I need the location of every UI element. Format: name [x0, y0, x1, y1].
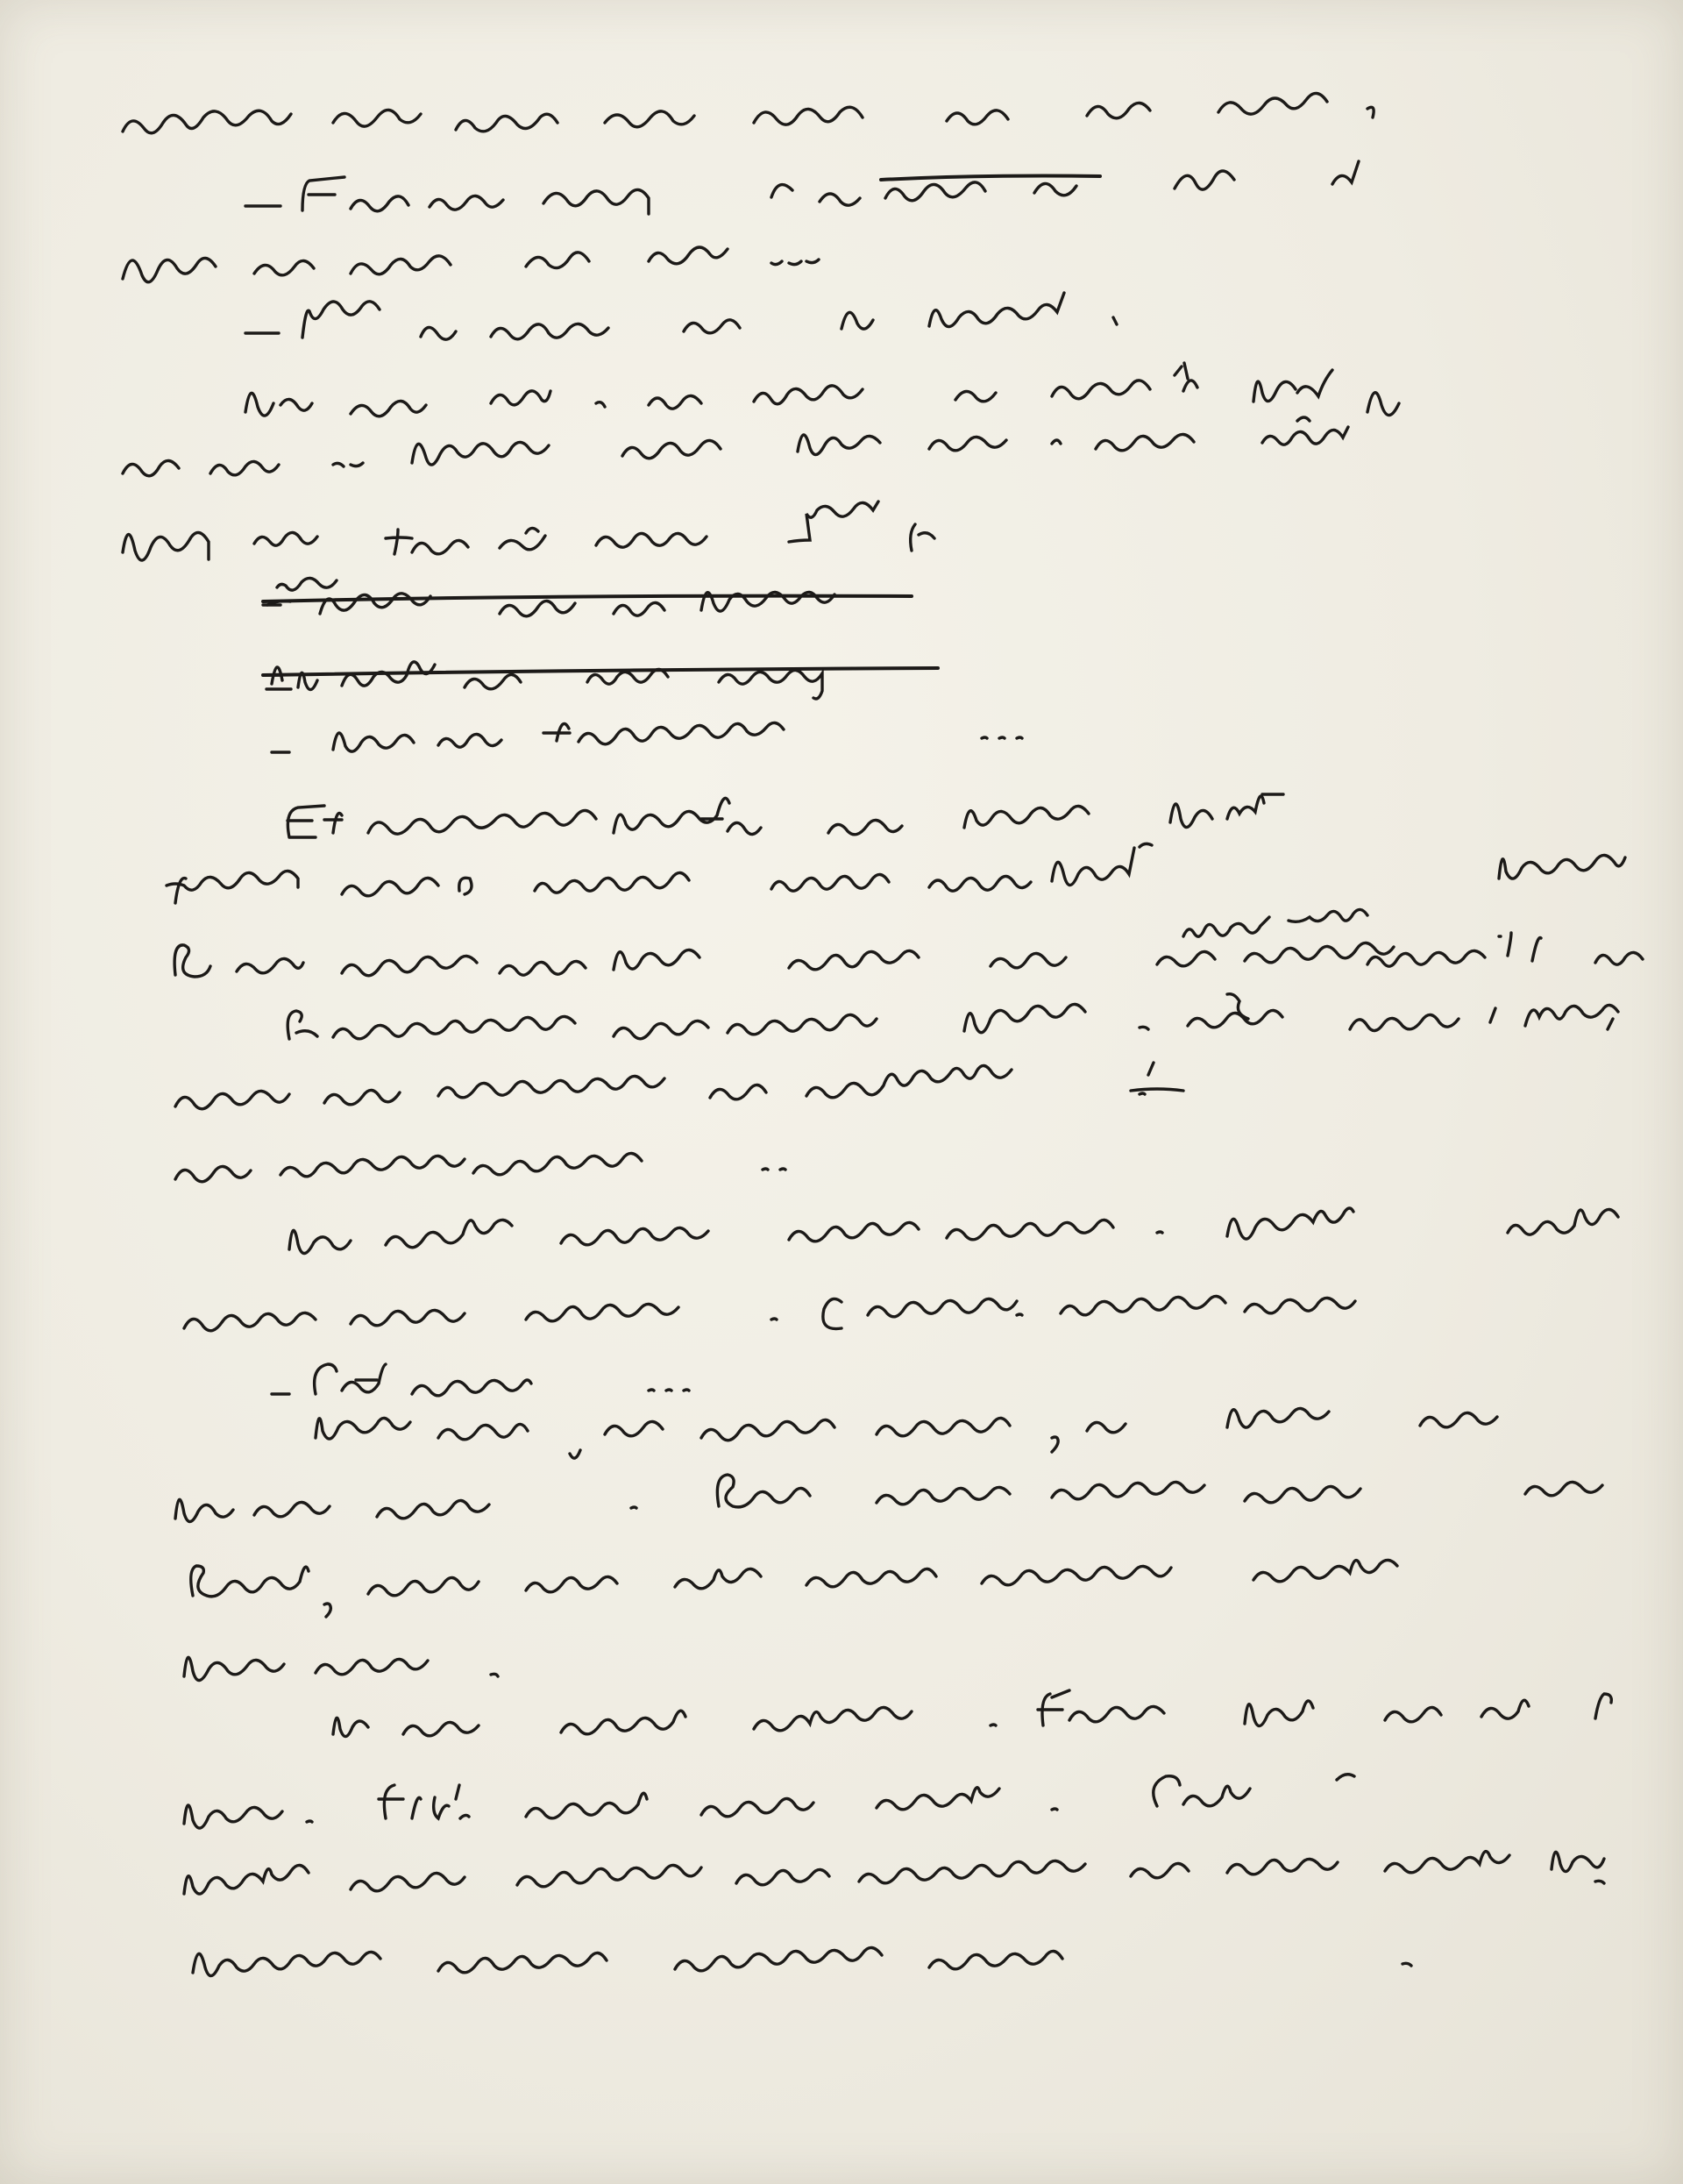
handwritten-line	[174, 909, 1643, 977]
handwritten-line	[272, 1364, 689, 1396]
struck-line	[263, 578, 912, 615]
handwritten-line	[289, 1208, 1618, 1254]
handwritten-line	[123, 93, 1374, 132]
handwritten-line	[167, 843, 1625, 903]
handwritten-line	[175, 1063, 1183, 1109]
handwritten-line	[123, 247, 819, 282]
handwritten-line	[288, 794, 1283, 837]
handwritten-line	[245, 161, 1359, 214]
handwritten-line	[245, 363, 1399, 416]
handwritten-line	[288, 994, 1618, 1039]
handwritten-line	[191, 1560, 1397, 1617]
handwritten-line	[193, 1947, 1411, 1975]
handwritten-line	[184, 1296, 1355, 1330]
handwritten-line	[175, 1153, 785, 1181]
handwritten-line	[184, 1775, 1354, 1828]
struck-line	[263, 662, 938, 699]
handwritten-line	[245, 293, 1117, 339]
handwritten-line	[184, 1852, 1604, 1895]
handwritten-line	[184, 1657, 498, 1680]
handwritten-line	[272, 722, 1022, 752]
handwritten-line	[333, 1690, 1611, 1737]
handwritten-line	[316, 1408, 1497, 1458]
handwritten-line	[123, 417, 1348, 476]
handwritten-line	[175, 1475, 1602, 1522]
handwritten-line	[123, 502, 934, 560]
